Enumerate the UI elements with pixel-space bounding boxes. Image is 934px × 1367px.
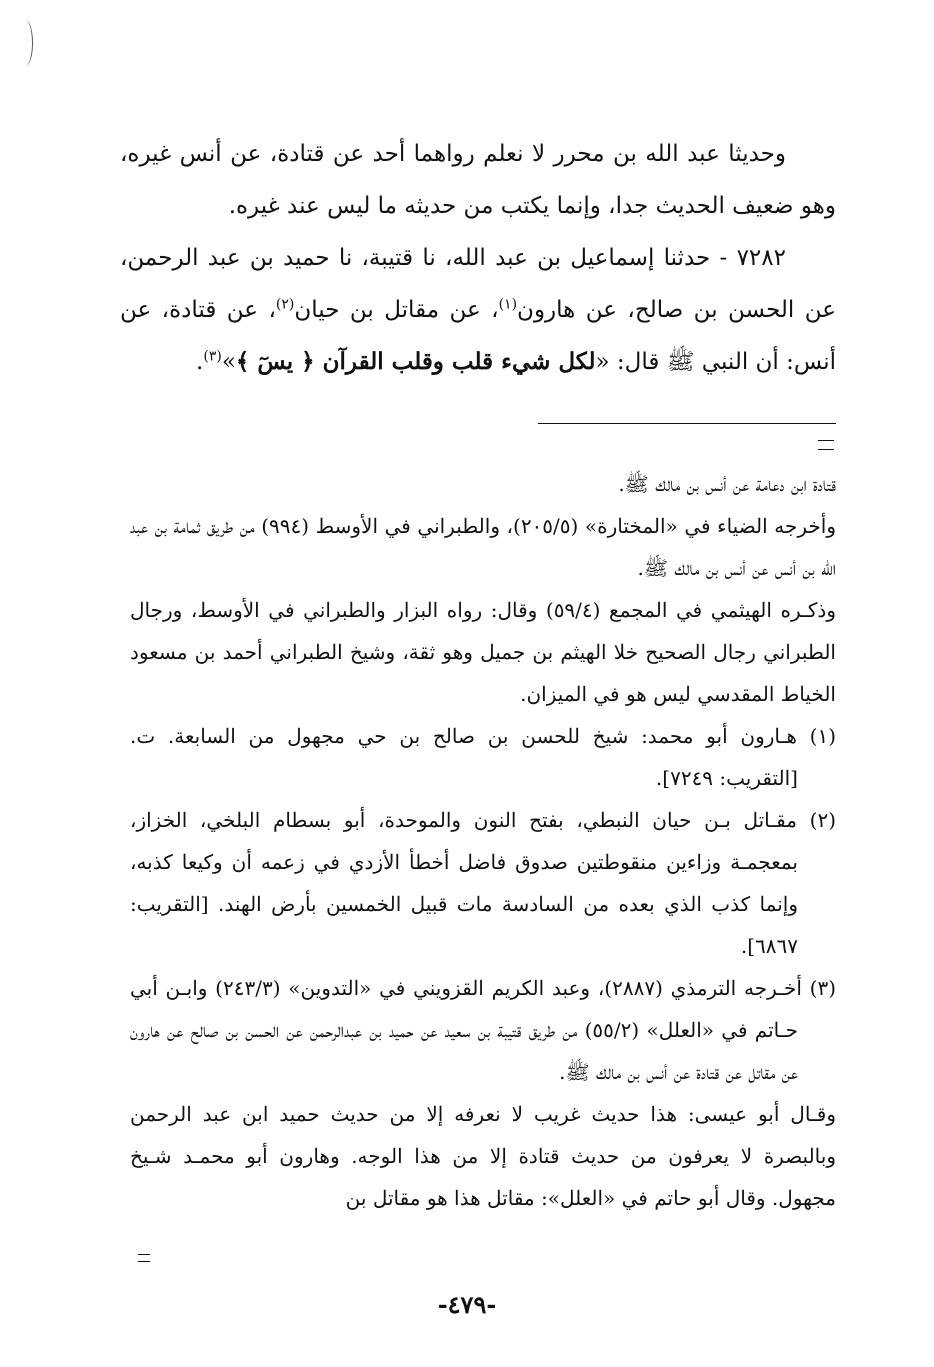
footnote-divider xyxy=(538,423,836,424)
footnote-continuation-2: وأخرجه الضياء في «المختارة» (٢٠٥/٥)، والطبراني في الأوسط (٩٩٤) من طريق ثمامة بن عبد الله بن أنس عن أنس بن مالك ﷺ. xyxy=(130,514,836,580)
hadith-chain-2: ، عن مقاتل بن حيان xyxy=(294,297,499,323)
footnote-ref-2: (٢) xyxy=(275,296,295,313)
hadith-close-quote: » xyxy=(221,349,236,375)
footnote-3: (٣) أخـرجه الترمذي (٢٨٨٧)، وعبد الكريم القزويني في «التدوين» (٢٤٣/٣) وابـن أبي حـاتم في «العلل» (٥٥/٢) من طريق قتيبة بن سعيد عن حميد بن عبدالرحمن عن الحسن بن صالح عن هارون عن مقاتل عن قتادة عن أنس بن مالك ﷺ. xyxy=(130,976,836,1084)
main-paragraph-1: وحديثا عبد الله بن محرر لا نعلم رواهما أحد عن قتادة، عن أنس غيره، وهو ضعيف الحديث جدا، وإنما يكتب من حديثه ما ليس عند غيره. xyxy=(120,141,836,219)
footnote-continuation-3: وذكـره الهيثمي في المجمع (٥٩/٤) وقال: رواه البزار والطبراني في الأوسط، ورجال الطبراني رجال الصحيح خلا الهيثم بن جميل وهو ثقة، وشيخ الطبراني أحمد بن مسعود الخياط المقدسي ليس هو في الميزان. xyxy=(130,598,836,706)
page-number: -٤٧٩- xyxy=(437,1290,497,1319)
main-text xyxy=(120,128,836,388)
footnote-continuation-1: قتادة ابن دعامة عن أنس بن مالك ﷺ. xyxy=(618,472,836,496)
hadith-end: . xyxy=(196,349,204,375)
hadith-text: لكل شيء قلب وقلب القرآن ﴿ يسٓ ﴾ xyxy=(235,348,596,375)
footnote-1: (١) هـارون أبو محمد: شيخ للحسن بن صالح بن حي مجهول من السابعة. ت. [التقريب: ٧٢٤٩]. xyxy=(130,724,836,790)
footnote-ref-3: (٣) xyxy=(203,348,222,365)
continuation-mark xyxy=(818,440,834,450)
corner-mark xyxy=(18,20,33,66)
footnote-3-continuation: وقـال أبو عيسى: هذا حديث غريب لا نعرفه إلا من حديث حميد ابن عبد الرحمن وبالبصرة لا يعرفون من حديث قتادة إلا من هذا الوجه. وهارون أبو محمـد شـيخ مجهول. وقال أبو حاتم في «العلل»: مقاتل هذا هو مقاتل بن xyxy=(130,1102,836,1210)
footnote-ref-1: (١) xyxy=(498,296,518,313)
footnotes xyxy=(130,463,836,1219)
hadith-chain-3: ، عن قتادة، عن أنس: أن النبي ﷺ قال: « xyxy=(120,297,836,375)
continuation-mark-bottom xyxy=(138,1254,150,1262)
main-paragraph-2 xyxy=(120,232,836,388)
footnote-2: (٢) مقـاتل بـن حيان النبطي، بفتح النون والموحدة، أبو بسطام البلخي، الخزاز، بمعجمـة وزاءين منقوطتين صدوق فاضل أخطأ الأزدي في زعمه أن وكيعا كذبه، وإنما كذب الذي بعده من السادسة مات قبيل الخمسين بأرض الهند. [التقريب: ٦٨٦٧]. xyxy=(130,808,836,958)
hadith-chain-1: ٧٢٨٢ - حدثنا إسماعيل بن عبد الله، نا قتيبة، نا حميد بن عبد الرحمن، عن الحسن بن صالح، عن هارون xyxy=(120,245,836,323)
